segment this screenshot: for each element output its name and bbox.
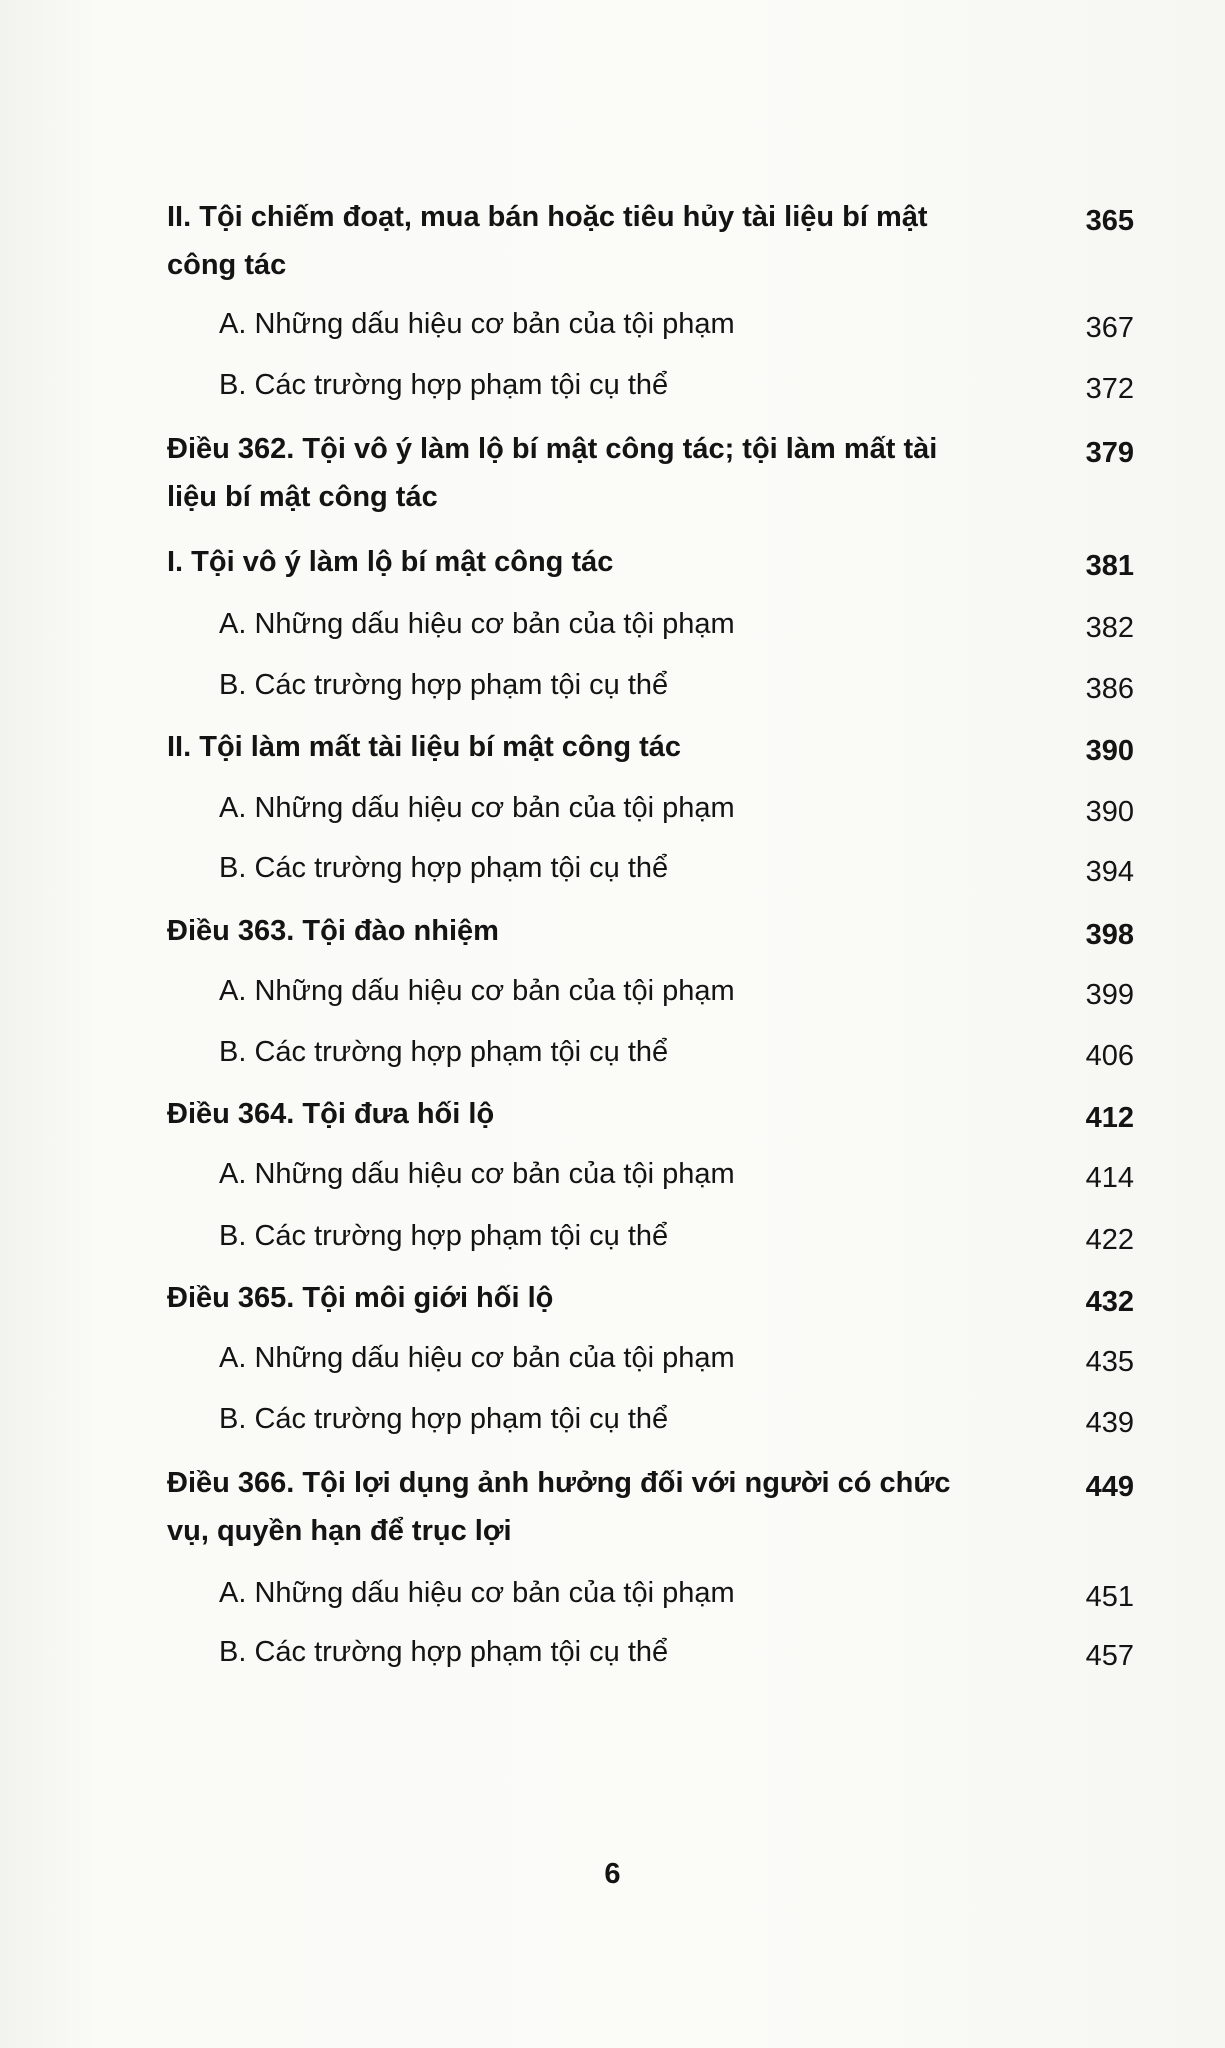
toc-entry-title-line: B. Các trường hợp phạm tội cụ thể [219,1403,669,1435]
toc-entry-title-line: B. Các trường hợp phạm tội cụ thể [219,669,669,701]
toc-entry-title-line: B. Các trường hợp phạm tội cụ thể [219,369,669,401]
toc-entry-title-line: Điều 366. Tội lợi dụng ảnh hưởng đối với người có chức [167,1467,951,1499]
toc-entry-title-line: công tác [167,249,287,281]
toc-entry-title-line: B. Các trường hợp phạm tội cụ thể [219,1036,669,1068]
toc-entry-title-line: liệu bí mật công tác [167,481,438,513]
toc-entry-page: 439 [1085,1407,1134,1439]
toc-entry-page: 449 [1085,1471,1134,1503]
toc-entry-page: 457 [1085,1640,1134,1672]
toc-entry-title-line: A. Những dấu hiệu cơ bản của tội phạm [219,308,735,340]
toc-entry-page: 412 [1085,1102,1134,1134]
toc-entry-page: 451 [1085,1581,1134,1613]
toc-entry-page: 367 [1085,312,1134,344]
toc-entry-page: 435 [1085,1346,1134,1378]
toc-entry-page: 414 [1085,1162,1134,1194]
toc-entry-title-line: A. Những dấu hiệu cơ bản của tội phạm [219,792,735,824]
toc-entry-page: 390 [1085,735,1134,767]
toc-entry-title-line: Điều 365. Tội môi giới hối lộ [167,1282,554,1314]
toc-entry-title-line: B. Các trường hợp phạm tội cụ thể [219,1220,669,1252]
toc-entry-title-line: A. Những dấu hiệu cơ bản của tội phạm [219,608,735,640]
toc-entry-page: 365 [1085,205,1134,237]
toc-entry-page: 381 [1085,550,1134,582]
toc-entry-title-line: Điều 362. Tội vô ý làm lộ bí mật công tác; tội làm mất tài [167,433,938,465]
toc-entry-page: 399 [1085,979,1134,1011]
toc-entry-page: 386 [1085,673,1134,705]
toc-entry-title-line: II. Tội chiếm đoạt, mua bán hoặc tiêu hủy tài liệu bí mật [167,201,928,233]
toc-entry-title-line: A. Những dấu hiệu cơ bản của tội phạm [219,1158,735,1190]
toc-entry-page: 390 [1085,796,1134,828]
toc-entry-title-line: B. Các trường hợp phạm tội cụ thể [219,852,669,884]
toc-entry-title-line: A. Những dấu hiệu cơ bản của tội phạm [219,1342,735,1374]
toc-entry-title-line: Điều 364. Tội đưa hối lộ [167,1098,495,1130]
toc-entry-title-line: Điều 363. Tội đào nhiệm [167,915,499,947]
toc-entry-title-line: A. Những dấu hiệu cơ bản của tội phạm [219,975,735,1007]
toc-entry-page: 422 [1085,1224,1134,1256]
toc-entry-page: 432 [1085,1286,1134,1318]
page-number: 6 [604,1858,621,1890]
toc-entry-title-line: I. Tội vô ý làm lộ bí mật công tác [167,546,614,578]
toc-entry-page: 398 [1085,919,1134,951]
toc-entry-page: 406 [1085,1040,1134,1072]
toc-entry-title-line: B. Các trường hợp phạm tội cụ thể [219,1636,669,1668]
toc-entry-page: 372 [1085,373,1134,405]
toc-entry-title-line: A. Những dấu hiệu cơ bản của tội phạm [219,1577,735,1609]
toc-entry-page: 379 [1085,437,1134,469]
toc-entry-title-line: vụ, quyền hạn để trục lợi [167,1515,512,1547]
toc-entry-page: 394 [1085,856,1134,888]
toc-entry-title-line: II. Tội làm mất tài liệu bí mật công tác [167,731,682,763]
toc-entry-page: 382 [1085,612,1134,644]
